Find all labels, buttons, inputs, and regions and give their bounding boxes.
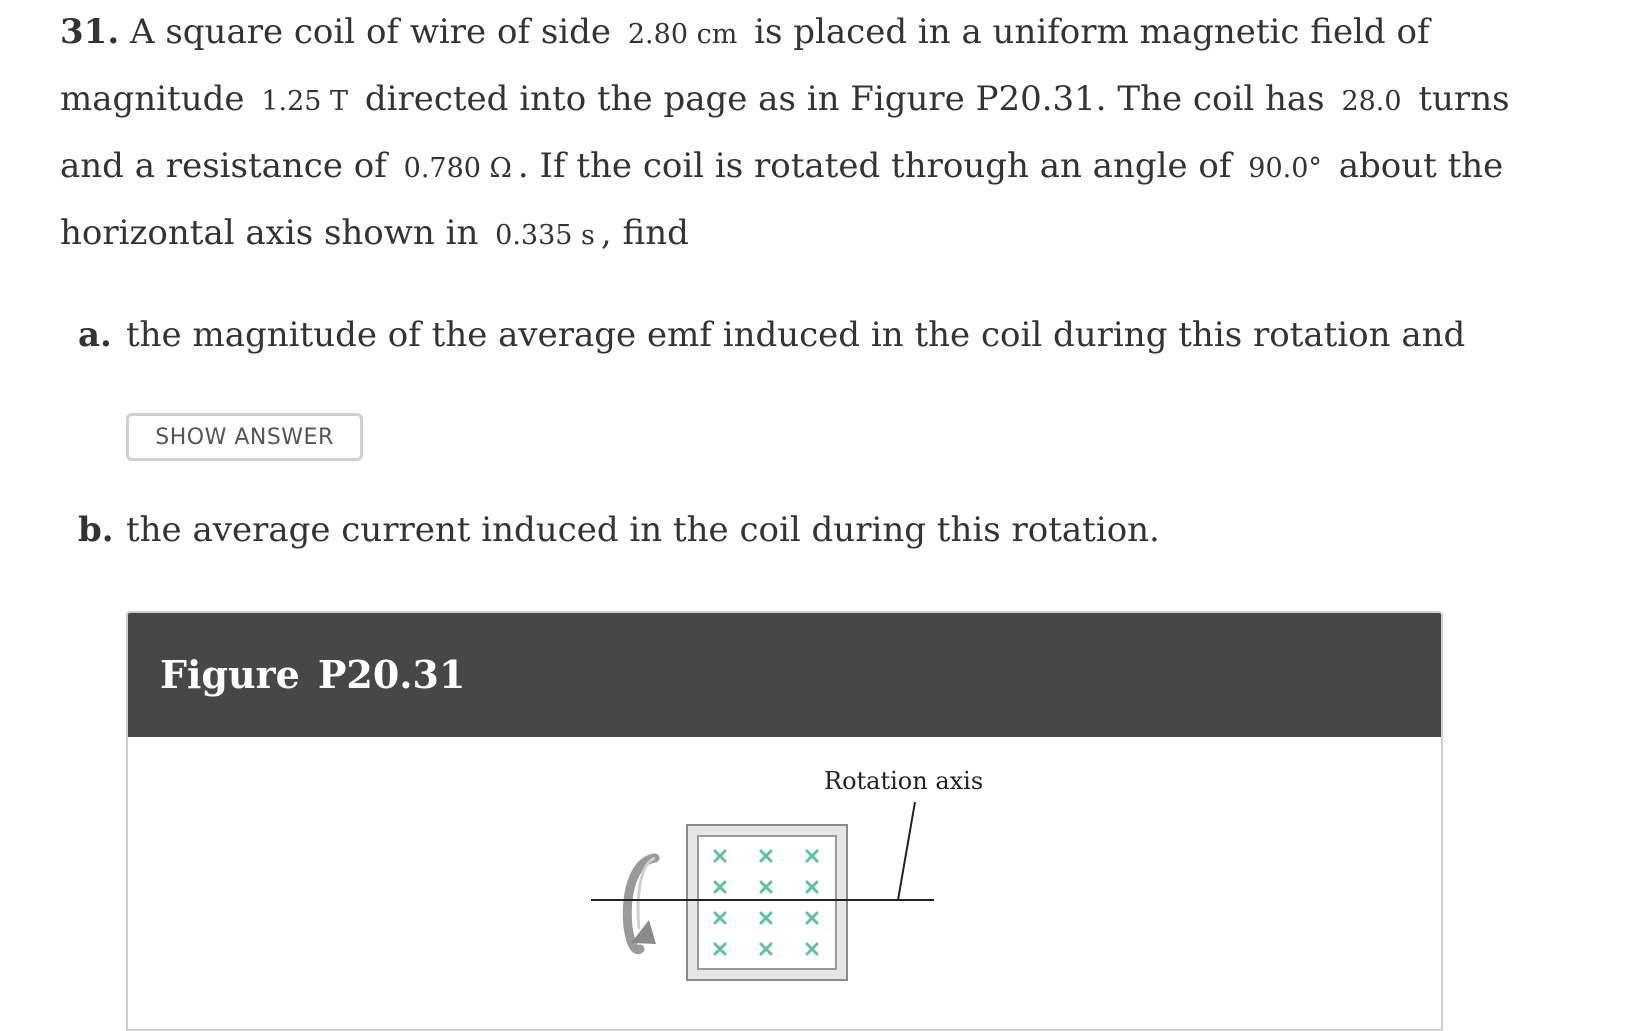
rotation-axis-label: Rotation axis [824, 767, 984, 795]
stem-text-7: , find [600, 213, 689, 253]
part-b [78, 508, 1160, 552]
show-answer-button[interactable]: SHOW ANSWER [126, 413, 363, 461]
field-value: 1.25 T [261, 86, 349, 117]
figure-header [128, 613, 1441, 737]
stem-text-1: A square coil of wire of side [129, 12, 612, 52]
figure-panel [126, 611, 1443, 1031]
stem-text-3: directed into the page as in Figure P20.31. The coil has [364, 79, 1325, 119]
figure-word: Figure [160, 652, 300, 697]
rotation-arrow-icon [627, 858, 656, 950]
time-value: 0.335 s [495, 220, 595, 251]
figure-body [128, 737, 1441, 1031]
part-a-text: the magnitude of the average emf induced in the coil during this rotation and [126, 315, 1466, 355]
problem-statement [60, 0, 1540, 268]
angle-value: 90.0° [1248, 153, 1322, 184]
part-a-label: a. [78, 315, 112, 355]
stem-text-5: . If the coil is rotated through an angle of [517, 146, 1232, 186]
stem-text-4: turns and a resistance of [60, 79, 1510, 186]
problem-number: 31. [60, 12, 120, 52]
figure-id: P20.31 [317, 652, 466, 697]
turns-value: 28.0 [1341, 86, 1402, 117]
coil-diagram [128, 737, 1441, 1031]
resistance-value: 0.780 Ω [403, 153, 512, 184]
part-b-text: the average current induced in the coil during this rotation. [126, 510, 1160, 550]
stem-text-2: is placed in a uniform magnetic field of magnitude [60, 12, 1430, 119]
part-b-label: b. [78, 510, 114, 550]
axis-leader-line [898, 802, 915, 900]
side-value: 2.80 cm [627, 19, 738, 50]
part-a [78, 313, 1465, 357]
stem-text-6: about the horizontal axis shown in [60, 146, 1504, 253]
